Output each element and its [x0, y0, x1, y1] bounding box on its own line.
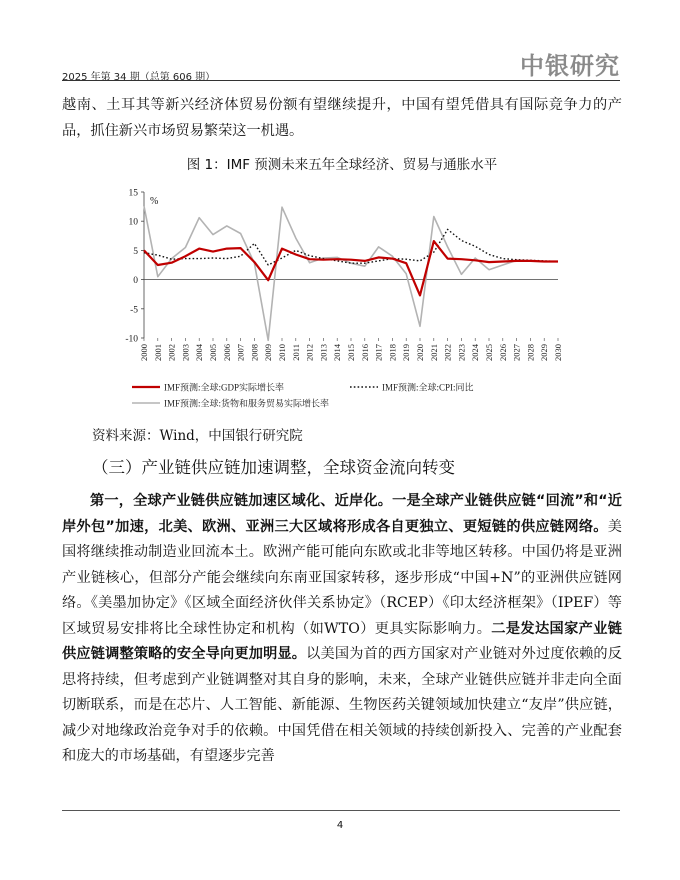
body-text-one: 美国将继续推动制造业回流本土。欧洲产能可能向东欧或北非等地区转移。中国仍将是亚洲产业链核心，但部分产能会继续向东南亚国家转移，逐步形成“中国+N”的亚洲供应链网络。《美墨加协定》《区域全面经济伙伴关系协定》（RCEP）《印太经济框架》（IPEF）等区域贸易安排将比全球性协定和机构（如WTO）更具实际影响力。: [62, 518, 622, 637]
issue-number: 2025 年第 34 期（总第 606 期）: [62, 72, 216, 83]
footer-divider: [62, 810, 620, 811]
x-tick-label: 2009: [263, 344, 274, 361]
body-paragraph: [62, 489, 622, 770]
x-tick-label: 2014: [332, 344, 343, 361]
y-tick-label: -10: [125, 334, 138, 345]
y-tick-label: 15: [128, 188, 138, 199]
legend-label: IMF预测:全球:CPI:同比: [382, 382, 474, 393]
line-chart: [118, 182, 588, 422]
brand-logo: 中银研究: [520, 51, 620, 80]
x-tick-label: 2026: [497, 344, 508, 361]
body-text-two: 以美国为首的西方国家对产业链对外过度依赖的反思将持续，但考虑到产业链调整对其自身的影响，未来，全球产业链供应链并非走向全面切断联系，而是在芯片、人工智能、新能源、生物医药关键领域加快建立“友岸”供应链，减少对地缘政治竞争对手的依赖。中国凭借在相关领域的持续创新投入、完善的产业配套和庞大的市场基础，有望逐步完善: [62, 646, 622, 764]
x-tick-label: 2015: [346, 344, 356, 361]
bold-point-one: 一是全球产业链供应链“回流”和“近岸外包”加速，北美、欧洲、亚洲三大区域将形成各自更独立、更短链的供应链网络。: [62, 493, 622, 535]
unit-label: %: [150, 196, 159, 207]
section-heading: （三）产业链供应链加速调整，全球资金流向转变: [92, 458, 455, 477]
x-tick-label: 2025: [484, 344, 494, 361]
x-tick-label: 2030: [553, 344, 563, 361]
legend-label: IMF预测:全球:GDP实际增长率: [164, 382, 285, 393]
x-tick-label: 2021: [428, 344, 439, 361]
y-tick-label: -5: [130, 305, 138, 316]
figure-source: 资料来源：Wind，中国银行研究院: [92, 428, 303, 444]
series-line-1: [144, 241, 558, 295]
x-tick-label: 2013: [318, 344, 329, 361]
y-tick-label: 5: [133, 246, 138, 257]
x-tick-label: 2005: [208, 344, 218, 361]
x-tick-label: 2017: [373, 344, 384, 361]
x-tick-label: 2012: [304, 344, 315, 361]
page-number: 4: [336, 820, 344, 831]
x-tick-label: 2016: [359, 344, 370, 361]
x-tick-label: 2001: [152, 344, 163, 361]
bold-lead: 第一，全球产业链供应链加速区域化、近岸化。: [90, 493, 393, 509]
x-tick-label: 2002: [166, 344, 177, 361]
x-tick-label: 2024: [470, 344, 481, 361]
x-tick-label: 2008: [249, 344, 260, 361]
x-tick-label: 2023: [456, 344, 467, 361]
x-tick-label: 2000: [139, 344, 149, 361]
x-tick-label: 2027: [511, 344, 522, 361]
intro-paragraph: 越南、土耳其等新兴经济体贸易份额有望继续提升，中国有望凭借具有国际竞争力的产品，抓住新兴市场贸易繁荣这一机遇。: [62, 97, 622, 139]
x-tick-label: 2022: [442, 344, 453, 361]
x-tick-label: 2011: [290, 344, 301, 361]
x-tick-label: 2029: [539, 344, 550, 361]
x-tick-label: 2010: [277, 344, 287, 361]
x-tick-label: 2004: [194, 344, 205, 361]
x-tick-label: 2018: [387, 344, 398, 361]
x-tick-label: 2028: [525, 344, 536, 361]
y-tick-label: 0: [133, 276, 138, 287]
x-tick-label: 2003: [180, 344, 191, 361]
x-tick-label: 2019: [401, 344, 412, 361]
x-tick-label: 2006: [221, 344, 232, 361]
legend-label: IMF预测:全球:货物和服务贸易实际增长率: [164, 398, 330, 409]
series-line-3: [144, 206, 558, 340]
x-tick-label: 2007: [235, 344, 246, 361]
bold-point-two: 二是发达国家产业链供应链调整策略的安全导向更加明显。: [62, 620, 622, 662]
x-tick-label: 2020: [415, 344, 425, 361]
figure-title: 图 1：IMF 预测未来五年全球经济、贸易与通胀水平: [186, 157, 498, 173]
page-header: [62, 44, 620, 83]
y-tick-label: 10: [128, 217, 138, 228]
header-divider: [62, 80, 620, 81]
